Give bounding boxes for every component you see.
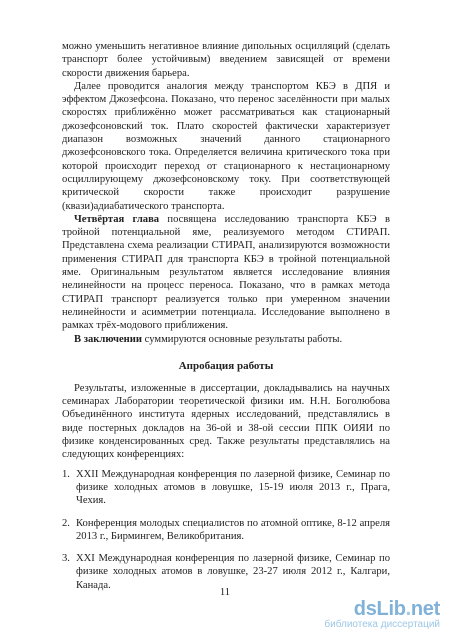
conclusion-label: В заключении xyxy=(74,333,142,345)
paragraph-4 xyxy=(62,333,390,346)
paragraph-5: Результаты, изложенные в диссертации, докладывались на научных семинарах Лаборатории теоретической физики им. Н.Н. Боголюбова Объединённого института ядерных исследований, представлялись в виде постерных докладов на 36-ой и 38-ой сессии ППК ОИЯИ по физике конденсированных сред. Также результаты представлялись на следующих конференциях: xyxy=(62,382,390,461)
paragraph-4-text: суммируются основные результаты работы. xyxy=(142,333,343,345)
paragraph-1: можно уменьшить негативное влияние дипольных осцилляций (сделать транспорт более устойчивым) введением зависящей от времени скорости движения барьера. xyxy=(62,41,390,79)
list-item-text: XXI Международная конференция по лазерной физике, Семинар по физике холодных атомов в ловушке, 23-27 июля 2012 г., Калгари, Канада. xyxy=(76,553,390,591)
list-item-number: 1. xyxy=(62,468,70,480)
watermark-logo: dsLib.net xyxy=(353,598,440,620)
list-item xyxy=(62,517,390,544)
paragraph-2: Далее проводится аналогия между транспортом КБЭ в ДПЯ и эффектом Джозефсона. Показано, что перенос заселённости при малых скоростях приближённо может рассматриваться как стационарный джозефсоновский ток. Плато скоростей фактически характеризует диапазон возможных значений данного стационарного джозефсоновского тока. Определяется величина критического тока при которой происходит переход от стационарного к нестационарному осциллирующему джозефсоновскому току. При соответствующей критической скорости также происходит разрушение (квази)адиабатического транспорта. xyxy=(62,80,390,212)
page-number: 11 xyxy=(219,587,231,598)
list-item-number: 3. xyxy=(62,553,70,565)
list-item xyxy=(62,468,390,508)
list-item xyxy=(62,552,390,592)
paragraph-3-text: посвящена исследованию транспорта КБЭ в тройной потенциальной яме, реализуемого методом СТИРАП. Представлена схема реализации СТИРАП, анализируются возможности применения СТИРАП для транспорта КБЭ в тройной потенциальной яме. Оригинальным результатом является исследование влияния нелинейности на процесс переноса. Показано, что в рамках метода СТИРАП транспорт реализуется только при умеренном значении нелинейности и асимметрии потенциала. Исследование выполнено в рамках трёх-модового приближения. xyxy=(62,213,390,332)
paragraph-3 xyxy=(62,213,390,333)
chapter-four-label: Четвёртая глава xyxy=(74,213,160,225)
list-item-text: XXII Международная конференция по лазерной физике, Семинар по физике холодных атомов в ловушке, 15-19 июля 2013 г., Прага, Чехия. xyxy=(76,468,390,507)
conference-list xyxy=(62,468,390,592)
page-body xyxy=(62,40,390,601)
list-item-number: 2. xyxy=(62,517,70,529)
watermark-subtitle: библиотека диссертаций xyxy=(324,619,440,630)
list-item-text: Конференция молодых специалистов по атомной оптике, 8-12 апреля 2013 г., Бирмингем, Великобритания. xyxy=(76,517,390,542)
watermark[interactable] xyxy=(324,599,440,631)
section-title: Апробация работы xyxy=(178,359,274,372)
